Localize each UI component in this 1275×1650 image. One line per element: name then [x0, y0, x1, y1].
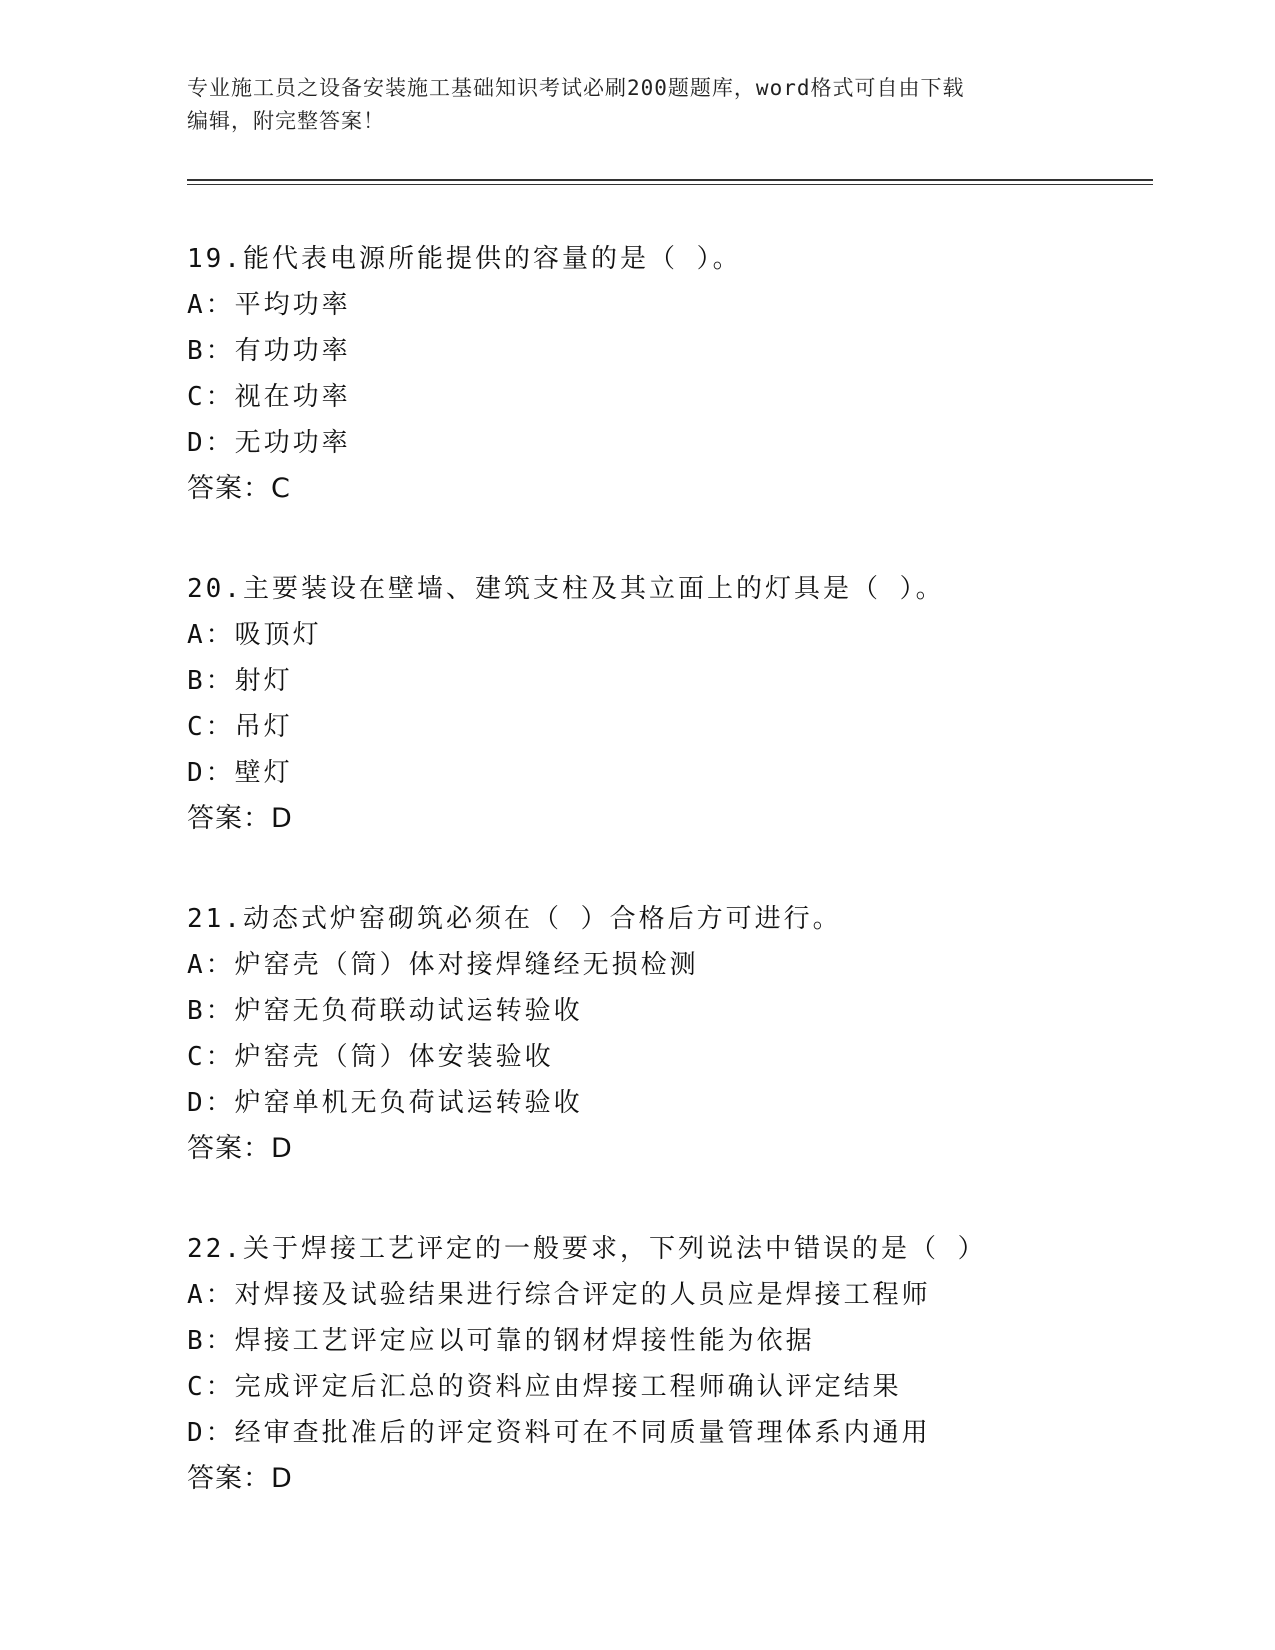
header-divider-thin: [187, 184, 1153, 185]
option-c: C：完成评定后汇总的资料应由焊接工程师确认评定结果: [187, 1372, 902, 1402]
option-a: A：对焊接及试验结果进行综合评定的人员应是焊接工程师: [187, 1280, 931, 1310]
question-list: [187, 236, 1147, 1556]
question-stem: 19.能代表电源所能提供的容量的是（ ）。: [187, 244, 742, 274]
option-b: B：射灯: [187, 666, 293, 696]
option-d: D：壁灯: [187, 758, 293, 788]
option-c: C：炉窑壳（筒）体安装验收: [187, 1042, 554, 1072]
question-block: [187, 236, 1147, 512]
option-a: A：吸顶灯: [187, 620, 322, 650]
question-block: [187, 1226, 1147, 1502]
option-b: B：焊接工艺评定应以可靠的钢材焊接性能为依据: [187, 1326, 815, 1356]
option-a: A：平均功率: [187, 290, 351, 320]
question-stem: 21.动态式炉窑砌筑必须在（ ）合格后方可进行。: [187, 904, 842, 934]
question-stem: 20.主要装设在壁墙、建筑支柱及其立面上的灯具是（ ）。: [187, 574, 945, 604]
header-divider: [187, 179, 1153, 181]
answer-line: 答案：C: [187, 473, 291, 504]
header-title-line2: 编辑，附完整答案！: [187, 109, 385, 133]
answer-line: 答案：D: [187, 1463, 293, 1494]
question-block: [187, 896, 1147, 1172]
document-header: [187, 72, 1087, 138]
answer-line: 答案：D: [187, 803, 293, 834]
option-b: B：有功功率: [187, 336, 351, 366]
option-d: D：炉窑单机无负荷试运转验收: [187, 1088, 583, 1118]
question-block: [187, 566, 1147, 842]
option-a: A：炉窑壳（筒）体对接焊缝经无损检测: [187, 950, 699, 980]
question-stem: 22.关于焊接工艺评定的一般要求，下列说法中错误的是（ ）: [187, 1234, 987, 1264]
header-title-line1: 专业施工员之设备安装施工基础知识考试必刷200题题库，word格式可自由下载: [187, 76, 965, 100]
option-c: C：视在功率: [187, 382, 351, 412]
answer-line: 答案：D: [187, 1133, 293, 1164]
option-d: D：无功功率: [187, 428, 351, 458]
option-b: B：炉窑无负荷联动试运转验收: [187, 996, 583, 1026]
option-d: D：经审查批准后的评定资料可在不同质量管理体系内通用: [187, 1418, 931, 1448]
option-c: C：吊灯: [187, 712, 293, 742]
